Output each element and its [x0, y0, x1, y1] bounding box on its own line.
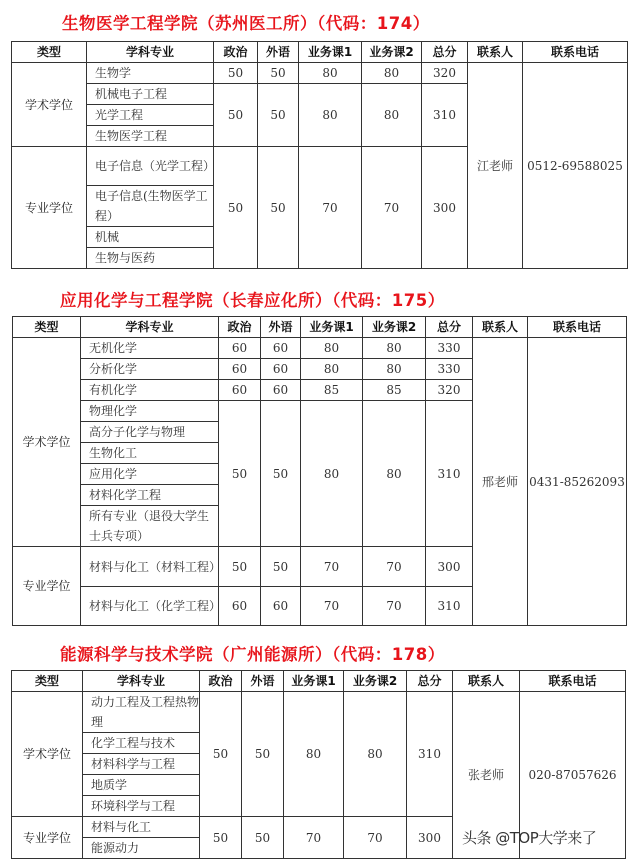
score-total: 330 — [426, 359, 473, 380]
score-course2: 80 — [363, 401, 426, 547]
score-course1: 80 — [299, 63, 362, 84]
major-name: 动力工程及工程热物理 — [83, 692, 200, 733]
score-total: 300 — [422, 147, 468, 269]
header-total: 总分 — [407, 671, 453, 692]
score-course1: 85 — [301, 380, 363, 401]
score-table-175 — [12, 316, 627, 626]
header-course1: 业务课1 — [301, 317, 363, 338]
score-course1: 70 — [301, 547, 363, 587]
contact-person: 邢老师 — [473, 338, 528, 626]
score-politics: 60 — [219, 338, 261, 359]
degree-type: 专业学位 — [13, 547, 81, 626]
header-phone: 联系电话 — [528, 317, 627, 338]
header-course2: 业务课2 — [363, 317, 426, 338]
header-politics: 政治 — [219, 317, 261, 338]
score-course2: 70 — [363, 547, 426, 587]
score-politics: 50 — [214, 84, 258, 147]
major-name: 电子信息(生物医学工程） — [87, 186, 214, 227]
header-major: 学科专业 — [83, 671, 200, 692]
score-course2: 80 — [363, 359, 426, 380]
major-name: 生物学 — [87, 63, 214, 84]
major-name: 材料与化工（化学工程） — [81, 587, 219, 626]
table-row — [13, 338, 627, 359]
contact-person: 张老师 — [453, 692, 520, 859]
header-total: 总分 — [426, 317, 473, 338]
score-total: 310 — [426, 401, 473, 547]
header-course1: 业务课1 — [299, 42, 362, 63]
major-name: 高分子化学与物理 — [81, 422, 219, 443]
header-contact: 联系人 — [468, 42, 523, 63]
score-total: 320 — [426, 380, 473, 401]
major-name: 机械 — [87, 227, 214, 248]
score-course1: 70 — [299, 147, 362, 269]
score-course2: 70 — [362, 147, 422, 269]
degree-type: 学术学位 — [12, 63, 87, 147]
score-course2: 80 — [363, 338, 426, 359]
header-course2: 业务课2 — [344, 671, 407, 692]
header-contact: 联系人 — [453, 671, 520, 692]
degree-type: 学术学位 — [13, 338, 81, 547]
contact-phone: 0431-85262093 — [528, 338, 627, 626]
score-course2: 80 — [362, 63, 422, 84]
score-politics: 50 — [219, 547, 261, 587]
score-politics: 50 — [200, 692, 242, 817]
major-name: 材料与化工（材料工程） — [81, 547, 219, 587]
score-table-174 — [11, 41, 628, 269]
score-course1: 80 — [299, 84, 362, 147]
score-total: 310 — [407, 692, 453, 817]
score-language: 50 — [258, 147, 299, 269]
header-major: 学科专业 — [81, 317, 219, 338]
header-language: 外语 — [242, 671, 284, 692]
header-type: 类型 — [12, 42, 87, 63]
header-course2: 业务课2 — [362, 42, 422, 63]
score-total: 310 — [422, 84, 468, 147]
major-name: 生物化工 — [81, 443, 219, 464]
header-type: 类型 — [13, 317, 81, 338]
header-phone: 联系电话 — [520, 671, 626, 692]
contact-person: 江老师 — [468, 63, 523, 269]
score-total: 310 — [426, 587, 473, 626]
score-course1: 70 — [301, 587, 363, 626]
major-name: 所有专业（退役大学生士兵专项） — [81, 506, 219, 547]
score-language: 60 — [261, 338, 301, 359]
major-name: 应用化学 — [81, 464, 219, 485]
major-name: 化学工程与技术 — [83, 733, 200, 754]
contact-phone: 020-87057626 — [520, 692, 626, 859]
score-language: 50 — [261, 547, 301, 587]
header-type: 类型 — [12, 671, 83, 692]
major-name: 环境科学与工程 — [83, 796, 200, 817]
major-name: 材料科学与工程 — [83, 754, 200, 775]
table-row — [12, 63, 628, 84]
score-language: 60 — [261, 380, 301, 401]
major-name: 能源动力 — [83, 838, 200, 859]
watermark: 头条 @TOP大学来了 — [462, 829, 597, 847]
major-name: 物理化学 — [81, 401, 219, 422]
score-politics: 50 — [219, 401, 261, 547]
header-course1: 业务课1 — [284, 671, 344, 692]
major-name: 生物与医药 — [87, 248, 214, 269]
section-title-178: 能源科学与技术学院（广州能源所）（代码：178） — [60, 645, 445, 664]
score-politics: 50 — [214, 63, 258, 84]
table-header-row — [13, 317, 627, 338]
score-language: 50 — [258, 63, 299, 84]
degree-type: 专业学位 — [12, 147, 87, 269]
score-total: 320 — [422, 63, 468, 84]
degree-type: 学术学位 — [12, 692, 83, 817]
major-name: 有机化学 — [81, 380, 219, 401]
score-course1: 70 — [284, 817, 344, 859]
score-language: 60 — [261, 359, 301, 380]
score-course2: 85 — [363, 380, 426, 401]
score-course2: 80 — [362, 84, 422, 147]
score-course2: 80 — [344, 692, 407, 817]
score-language: 50 — [261, 401, 301, 547]
header-total: 总分 — [422, 42, 468, 63]
major-name: 材料与化工 — [83, 817, 200, 838]
major-name: 机械电子工程 — [87, 84, 214, 105]
score-total: 300 — [407, 817, 453, 859]
score-language: 60 — [261, 587, 301, 626]
header-politics: 政治 — [200, 671, 242, 692]
score-politics: 60 — [219, 380, 261, 401]
score-language: 50 — [242, 817, 284, 859]
header-phone: 联系电话 — [523, 42, 628, 63]
score-course1: 80 — [301, 359, 363, 380]
contact-phone: 0512-69588025 — [523, 63, 628, 269]
score-language: 50 — [258, 84, 299, 147]
section-title-174: 生物医学工程学院（苏州医工所）（代码：174） — [62, 14, 430, 33]
score-course2: 70 — [344, 817, 407, 859]
score-course1: 80 — [301, 401, 363, 547]
header-major: 学科专业 — [87, 42, 214, 63]
major-name: 光学工程 — [87, 105, 214, 126]
table-header-row — [12, 42, 628, 63]
degree-type: 专业学位 — [12, 817, 83, 859]
score-course2: 70 — [363, 587, 426, 626]
score-language: 50 — [242, 692, 284, 817]
score-politics: 50 — [214, 147, 258, 269]
major-name: 分析化学 — [81, 359, 219, 380]
table-row — [12, 692, 626, 733]
score-politics: 60 — [219, 359, 261, 380]
score-total: 300 — [426, 547, 473, 587]
score-course1: 80 — [284, 692, 344, 817]
section-title-175: 应用化学与工程学院（长春应化所）（代码：175） — [60, 291, 445, 310]
header-contact: 联系人 — [473, 317, 528, 338]
major-name: 生物医学工程 — [87, 126, 214, 147]
major-name: 地质学 — [83, 775, 200, 796]
table-header-row — [12, 671, 626, 692]
score-politics: 60 — [219, 587, 261, 626]
score-course1: 80 — [301, 338, 363, 359]
score-politics: 50 — [200, 817, 242, 859]
header-language: 外语 — [258, 42, 299, 63]
major-name: 材料化学工程 — [81, 485, 219, 506]
header-politics: 政治 — [214, 42, 258, 63]
major-name: 电子信息（光学工程） — [87, 147, 214, 186]
score-total: 330 — [426, 338, 473, 359]
major-name: 无机化学 — [81, 338, 219, 359]
header-language: 外语 — [261, 317, 301, 338]
